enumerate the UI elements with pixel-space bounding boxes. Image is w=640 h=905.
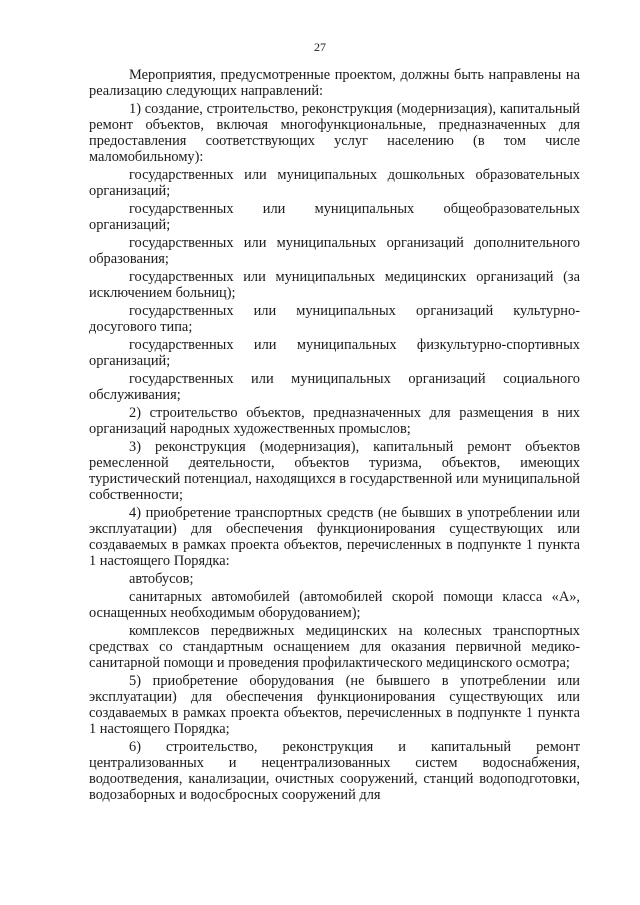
subitem-buses: автобусов; — [129, 571, 194, 587]
item-6-paragraph: 6) строительство, реконструкция и капитальный ремонт централизованных и нецентрализованных систем водоснабжения, водоотведения, канализации, очистных сооружений, станций водоподготовки, водозаборных и водосбросных сооружений для — [89, 739, 580, 803]
intro-paragraph: Мероприятия, предусмотренные проектом, должны быть направлены на реализацию следующих направлений: — [89, 67, 580, 99]
subitem-cultural-leisure: государственных или муниципальных организаций культурно-досугового типа; — [89, 303, 580, 335]
document-body — [89, 67, 580, 805]
item-1-paragraph: 1) создание, строительство, реконструкция (модернизация), капитальный ремонт объектов, включая многофункциональные, предназначенных для предоставления соответствующих услуг населению (в том числе маломобильному): — [89, 101, 580, 165]
item-3-paragraph: 3) реконструкция (модернизация), капитальный ремонт объектов ремесленной деятельности, объектов туризма, объектов, имеющих туристический потенциал, находящихся в государственной или муниципальной собственности; — [89, 439, 580, 503]
page-number: 27 — [314, 40, 326, 54]
item-2-paragraph: 2) строительство объектов, предназначенных для размещения в них организаций народных художественных промыслов; — [89, 405, 580, 437]
subitem-social-services: государственных или муниципальных организаций социального обслуживания; — [89, 371, 580, 403]
subitem-additional-education: государственных или муниципальных организаций дополнительного образования; — [89, 235, 580, 267]
item-5-paragraph: 5) приобретение оборудования (не бывшего в употреблении или эксплуатации) для обеспечения функционирования существующих или создаваемых в рамках проекта объектов, перечисленных в подпункте 1 пункта 1 настоящего Порядка; — [89, 673, 580, 737]
subitem-preschool: государственных или муниципальных дошкольных образовательных организаций; — [89, 167, 580, 199]
subitem-sports: государственных или муниципальных физкультурно-спортивных организаций; — [89, 337, 580, 369]
subitem-ambulances: санитарных автомобилей (автомобилей скорой помощи класса «А», оснащенных необходимым оборудованием); — [89, 589, 580, 621]
subitem-general-education: государственных или муниципальных общеобразовательных организаций; — [89, 201, 580, 233]
subitem-medical: государственных или муниципальных медицинских организаций (за исключением больниц); — [89, 269, 580, 301]
item-4-paragraph: 4) приобретение транспортных средств (не бывших в употреблении или эксплуатации) для обеспечения функционирования существующих или создаваемых в рамках проекта объектов, перечисленных в подпункте 1 пункта 1 настоящего Порядка: — [89, 505, 580, 569]
subitem-mobile-medical: комплексов передвижных медицинских на колесных транспортных средствах со стандартным оснащением для оказания первичной медико-санитарной помощи и проведения профилактического медицинского осмотра; — [89, 623, 580, 671]
